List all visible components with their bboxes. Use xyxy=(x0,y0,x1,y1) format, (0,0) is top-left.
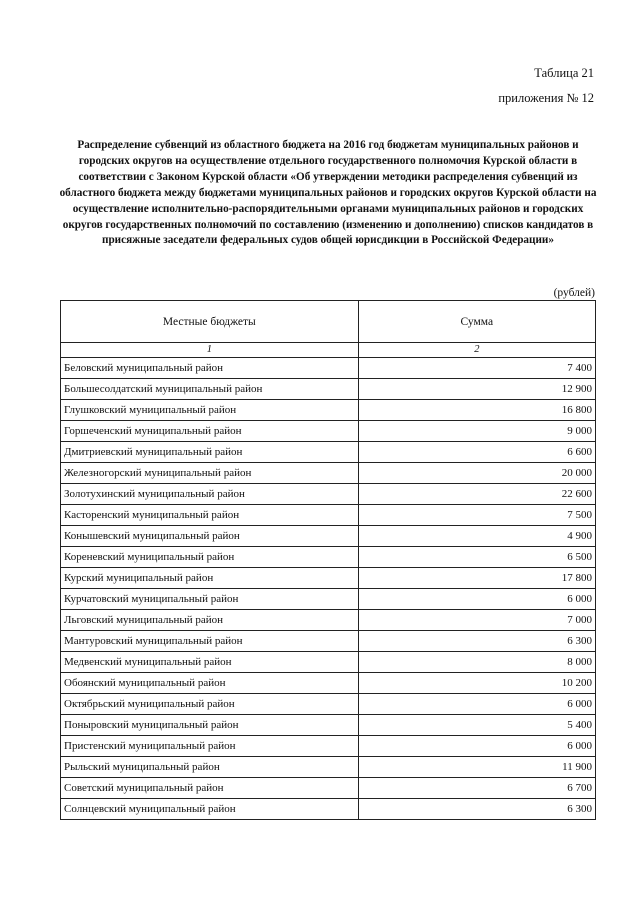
row-sum: 12 900 xyxy=(358,379,595,400)
row-name: Обоянский муниципальный район xyxy=(61,673,359,694)
table-number-label: Таблица 21 xyxy=(534,66,594,80)
row-sum: 11 900 xyxy=(358,757,595,778)
table-row xyxy=(61,379,596,400)
row-name: Поныровский муниципальный район xyxy=(61,715,359,736)
row-name: Большесолдатский муниципальный район xyxy=(61,379,359,400)
table-header-row xyxy=(61,301,596,343)
column-number-2: 2 xyxy=(358,343,595,358)
row-sum: 6 300 xyxy=(358,799,595,820)
table-row xyxy=(61,505,596,526)
column-number-1: 1 xyxy=(61,343,359,358)
row-sum: 8 000 xyxy=(358,652,595,673)
table-row xyxy=(61,400,596,421)
column-header-sum: Сумма xyxy=(358,301,595,343)
row-name: Беловский муниципальный район xyxy=(61,358,359,379)
row-name: Курский муниципальный район xyxy=(61,568,359,589)
row-sum: 6 000 xyxy=(358,694,595,715)
row-name: Касторенский муниципальный район xyxy=(61,505,359,526)
row-sum: 6 000 xyxy=(358,589,595,610)
row-sum: 22 600 xyxy=(358,484,595,505)
row-name: Медвенский муниципальный район xyxy=(61,652,359,673)
table-row xyxy=(61,631,596,652)
table-row xyxy=(61,715,596,736)
document-title: Распределение субвенций из областного бюджета на 2016 год бюджетам муниципальных районов и городских округов на осуществление отдельного государственного полномочия Курской области в соответствии с Законом Курской области «Об утверждении методики распределения субвенций из областного бюджета между бюджетами муниципальных районов и городских округов Курской области на осуществление исполнительно-распорядительными органами муниципальных районов и городских округов государственных полномочий по составлению (изменению и дополнению) списков кандидатов в присяжные заседатели федеральных судов общей юрисдикции в Российской Федерации» xyxy=(59,139,597,247)
column-number-row xyxy=(61,343,596,358)
row-sum: 10 200 xyxy=(358,673,595,694)
table-row xyxy=(61,652,596,673)
row-sum: 6 500 xyxy=(358,547,595,568)
row-sum: 4 900 xyxy=(358,526,595,547)
table-row xyxy=(61,673,596,694)
subvention-table xyxy=(60,300,596,820)
table-row xyxy=(61,421,596,442)
row-name: Глушковский муниципальный район xyxy=(61,400,359,421)
row-name: Солнцевский муниципальный район xyxy=(61,799,359,820)
row-sum: 20 000 xyxy=(358,463,595,484)
table-row xyxy=(61,442,596,463)
column-header-budgets: Местные бюджеты xyxy=(61,301,359,343)
row-sum: 6 300 xyxy=(358,631,595,652)
table-row xyxy=(61,568,596,589)
row-sum: 9 000 xyxy=(358,421,595,442)
table-row xyxy=(61,694,596,715)
table-row xyxy=(61,610,596,631)
row-name: Конышевский муниципальный район xyxy=(61,526,359,547)
row-name: Мантуровский муниципальный район xyxy=(61,631,359,652)
row-name: Пристенский муниципальный район xyxy=(61,736,359,757)
row-name: Горшеченский муниципальный район xyxy=(61,421,359,442)
table-row xyxy=(61,547,596,568)
row-sum: 7 500 xyxy=(358,505,595,526)
row-sum: 5 400 xyxy=(358,715,595,736)
unit-label: (рублей) xyxy=(553,287,595,299)
table-row xyxy=(61,757,596,778)
row-name: Льговский муниципальный район xyxy=(61,610,359,631)
row-sum: 16 800 xyxy=(358,400,595,421)
row-sum: 6 600 xyxy=(358,442,595,463)
row-sum: 7 400 xyxy=(358,358,595,379)
table-row xyxy=(61,526,596,547)
table-row xyxy=(61,778,596,799)
table-row xyxy=(61,736,596,757)
row-name: Дмитриевский муниципальный район xyxy=(61,442,359,463)
row-name: Советский муниципальный район xyxy=(61,778,359,799)
row-sum: 7 000 xyxy=(358,610,595,631)
table-row xyxy=(61,463,596,484)
table-row xyxy=(61,589,596,610)
row-name: Курчатовский муниципальный район xyxy=(61,589,359,610)
row-sum: 6 700 xyxy=(358,778,595,799)
annex-number-label: приложения № 12 xyxy=(498,91,594,105)
table-row xyxy=(61,484,596,505)
table-row xyxy=(61,799,596,820)
row-sum: 6 000 xyxy=(358,736,595,757)
row-name: Кореневский муниципальный район xyxy=(61,547,359,568)
row-sum: 17 800 xyxy=(358,568,595,589)
row-name: Золотухинский муниципальный район xyxy=(61,484,359,505)
row-name: Октябрьский муниципальный район xyxy=(61,694,359,715)
row-name: Железногорский муниципальный район xyxy=(61,463,359,484)
row-name: Рыльский муниципальный район xyxy=(61,757,359,778)
table-row xyxy=(61,358,596,379)
